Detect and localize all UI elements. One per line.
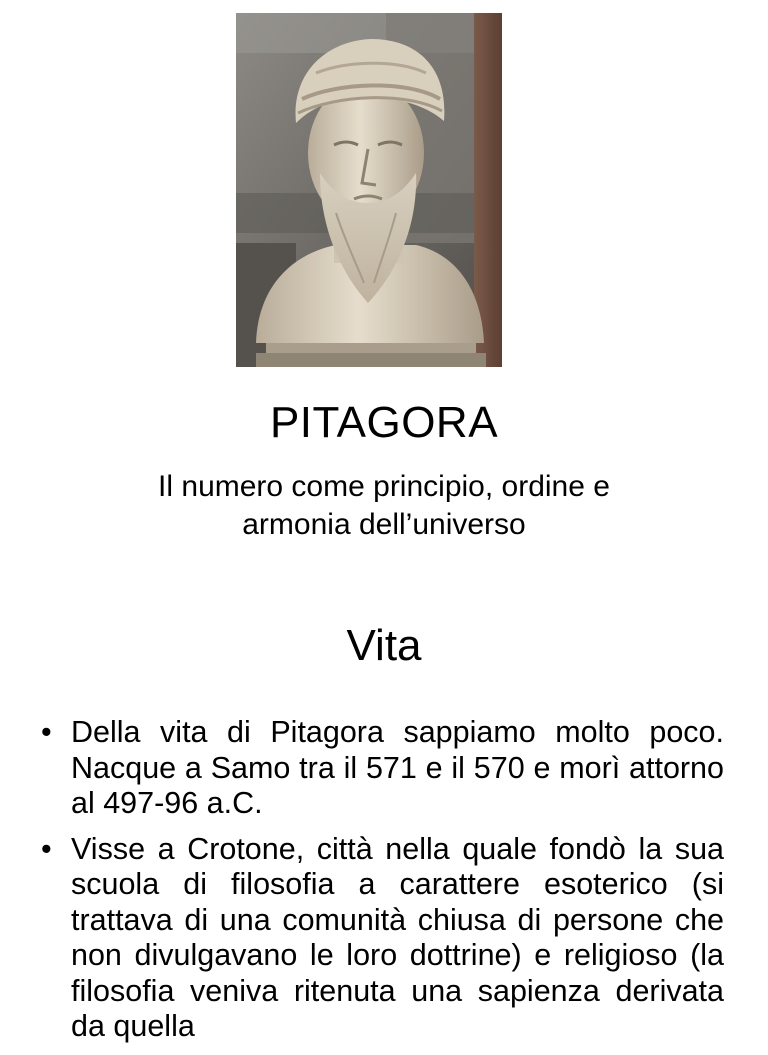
bust-illustration xyxy=(236,13,502,367)
slide-subtitle: Il numero come principio, ordine e armonia dell’universo xyxy=(158,470,610,541)
list-item xyxy=(0,715,768,822)
bullet-marker: • xyxy=(41,831,52,866)
section-title: Vita xyxy=(346,621,422,670)
bullet-text: Visse a Crotone, città nella quale fondò la sua scuola di filosofia a carattere esoterico (si trattava di una comunità chiusa di persone che non divulgavano le loro dottrine) e religioso (la filosofia veniva ritenuta una sapienza derivata da quella xyxy=(71,831,724,1043)
slide-title: PITAGORA xyxy=(269,398,499,447)
pythagoras-bust-image xyxy=(236,13,502,367)
bullet-text: Della vita di Pitagora sappiamo molto poco. Nacque a Samo tra il 571 e il 570 e morì attorno al 497-96 a.C. xyxy=(71,715,724,820)
list-item xyxy=(0,832,768,1045)
bullet-list xyxy=(0,715,768,1055)
bullet-marker: • xyxy=(41,715,52,749)
